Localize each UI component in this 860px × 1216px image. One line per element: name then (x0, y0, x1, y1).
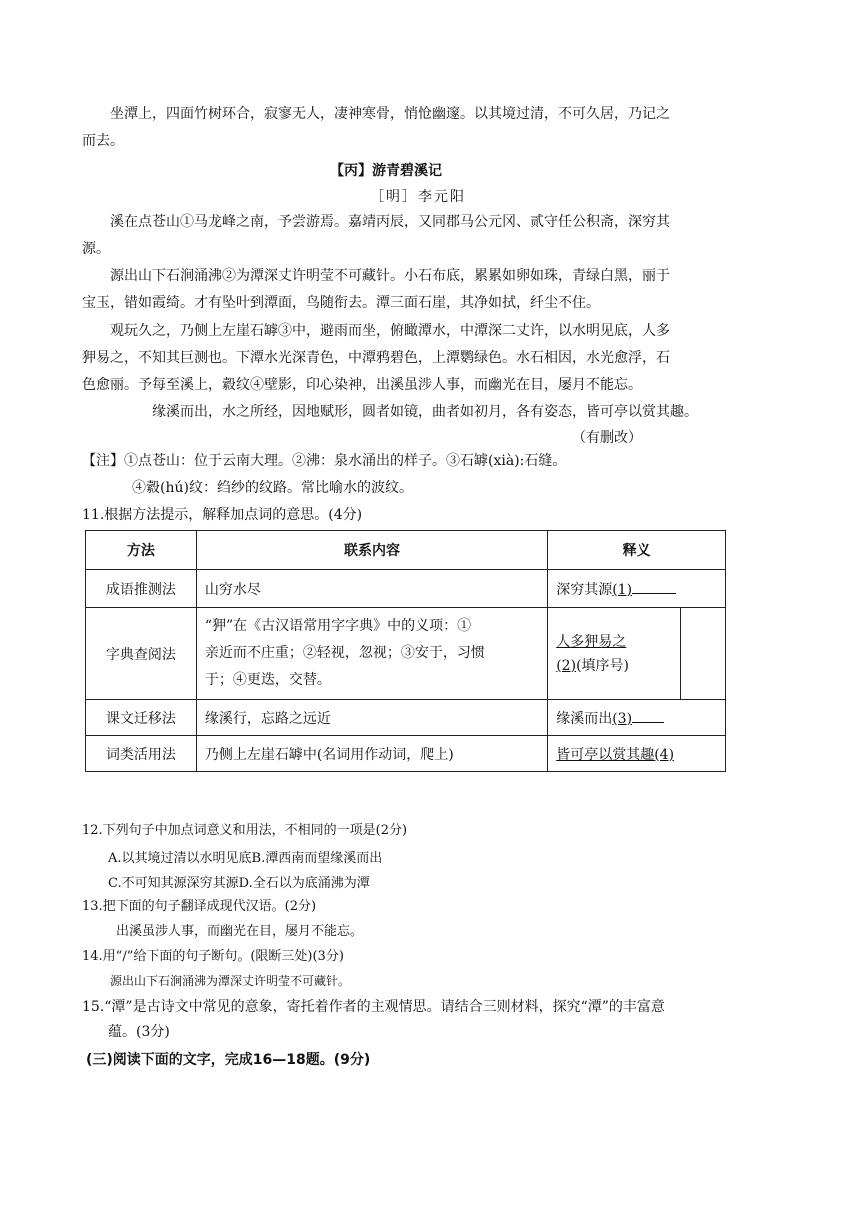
answer-label: (2) (556, 657, 577, 674)
content-cell: 缘溪行，忘路之远近 (196, 700, 547, 736)
method-cell: 成语推测法 (86, 570, 197, 608)
bing-p3-line: 色愈丽。予每至溪上，縠纹④壁影，印心染神，出溪虽涉人事，而幽光在目，屡月不能忘。 (82, 377, 642, 393)
bing-title: 【丙】游青碧溪记 (330, 163, 442, 179)
passage-line: 而去。 (82, 133, 124, 149)
section-heading: (三)阅读下面的文字，完成16—18题。(9分) (86, 1052, 371, 1068)
meaning-text: 缘溪而出 (556, 710, 613, 727)
table-header-row (86, 531, 726, 570)
answer-label: (3) (612, 710, 633, 727)
bing-p1-line: 溪在点苍山①马龙峰之南，予尝游焉。嘉靖丙辰，又同郡马公元冈、贰守任公积斋，深穷其 (110, 214, 670, 230)
passage-line: 坐潭上，四面竹树环合，寂寥无人，凄神寒骨，悄怆幽邃。以其境过清，不可久居，乃记之 (110, 106, 670, 122)
answer-blank-1[interactable] (632, 581, 676, 594)
q12-stem: 12.下列句子中加点词意义和用法，不相同的一项是(2分) (82, 823, 408, 838)
q11-stem: 11.根据方法提示，解释加点词的意思。(4分) (82, 507, 363, 523)
content-line: 于；④更迭，交替。 (204, 672, 331, 688)
q12-options-ab: A.以其境过清以水明见底B.潭西南而望缘溪而出 (108, 851, 383, 866)
meaning-cell (548, 736, 726, 772)
answer-label: (1) (612, 581, 633, 598)
table-row (86, 700, 726, 736)
content-line: “狎”在《古汉语常用字字典》中的义项：① (204, 618, 472, 634)
table-row (86, 736, 726, 772)
bing-note: 【注】①点苍山：位于云南大理。②沸：泉水涌出的样子。③石罅(xià):石缝。 (82, 453, 567, 469)
meaning-cell (548, 608, 681, 700)
meaning-text: 人多狎易之 (556, 633, 627, 650)
q13-stem: 13.把下面的句子翻译成现代汉语。(2分) (82, 899, 317, 914)
bing-note: ④縠(hú)纹：绉纱的纹路。常比喻水的波纹。 (132, 480, 413, 496)
header-method: 方法 (86, 531, 197, 570)
table-row (86, 608, 726, 700)
bing-source: （有删改） (572, 430, 642, 446)
q14-stem: 14.用“/”给下面的句子断句。(限断三处)(3分) (82, 949, 344, 964)
method-table (85, 530, 726, 772)
meaning-cell (548, 570, 726, 608)
method-cell: 词类活用法 (86, 736, 197, 772)
q12-options-cd: C.不可知其源深穷其源D.全石以为底涌沸为潭 (108, 876, 370, 891)
bing-p2-line: 宝玉，错如霞绮。才有坠叶到潭面，鸟随衔去。潭三面石崖，其净如拭，纤尘不住。 (82, 295, 600, 311)
header-content: 联系内容 (196, 531, 547, 570)
content-cell (196, 608, 547, 700)
bing-p3-line: 狎易之，不知其巨测也。下潭水光深青色，中潭鸦碧色，上潭鹦绿色。水石相因，水光愈浮，石 (82, 350, 670, 366)
method-cell: 课文迁移法 (86, 700, 197, 736)
header-meaning: 释义 (548, 531, 726, 570)
bing-p1-line: 源。 (82, 241, 110, 257)
bing-p3-line: 观玩久之，乃侧上左崖石罅③中，避雨而坐，俯瞰潭水，中潭深二丈许，以水明见底，人多 (110, 323, 670, 339)
content-line: 亲近而不庄重；②轻视，忽视；③安于，习惯 (204, 645, 485, 661)
q14-sentence: 源出山下石涧涌沸为潭深丈许明莹不可藏针。 (110, 974, 351, 988)
meaning-text: 皆可亭以赏其趣(4) (556, 746, 675, 763)
bing-author: ［明］李元阳 (370, 189, 466, 205)
meaning-cell (548, 700, 726, 736)
bing-p4: 缘溪而出，水之所经，因地赋形，圆者如镜，曲者如初月，各有姿态，皆可亭以赏其趣。 (152, 404, 698, 420)
meaning-hint: (填序号) (576, 657, 629, 674)
content-cell: 乃侧上左崖石罅中(名词用作动词，爬上) (196, 736, 547, 772)
method-cell: 字典查阅法 (86, 608, 197, 700)
table-row (86, 570, 726, 608)
meaning-text: 深穷其源 (556, 581, 613, 598)
content-cell: 山穷水尽 (196, 570, 547, 608)
answer-blank-3[interactable] (632, 710, 664, 723)
q15-stem: 15.“潭”是古诗文中常见的意象，寄托着作者的主观情思。请结合三则材料，探究“潭”的丰富意 (82, 999, 665, 1015)
q15-stem: 蕴。(3分) (108, 1024, 170, 1040)
q13-sentence: 出溪虽涉人事，而幽光在目，屡月不能忘。 (116, 924, 364, 939)
answer-blank-2[interactable] (681, 608, 726, 700)
bing-p2-line: 源出山下石涧涌沸②为潭深丈许明莹不可藏针。小石布底，累累如卵如珠，青绿白黑，丽于 (110, 268, 670, 284)
